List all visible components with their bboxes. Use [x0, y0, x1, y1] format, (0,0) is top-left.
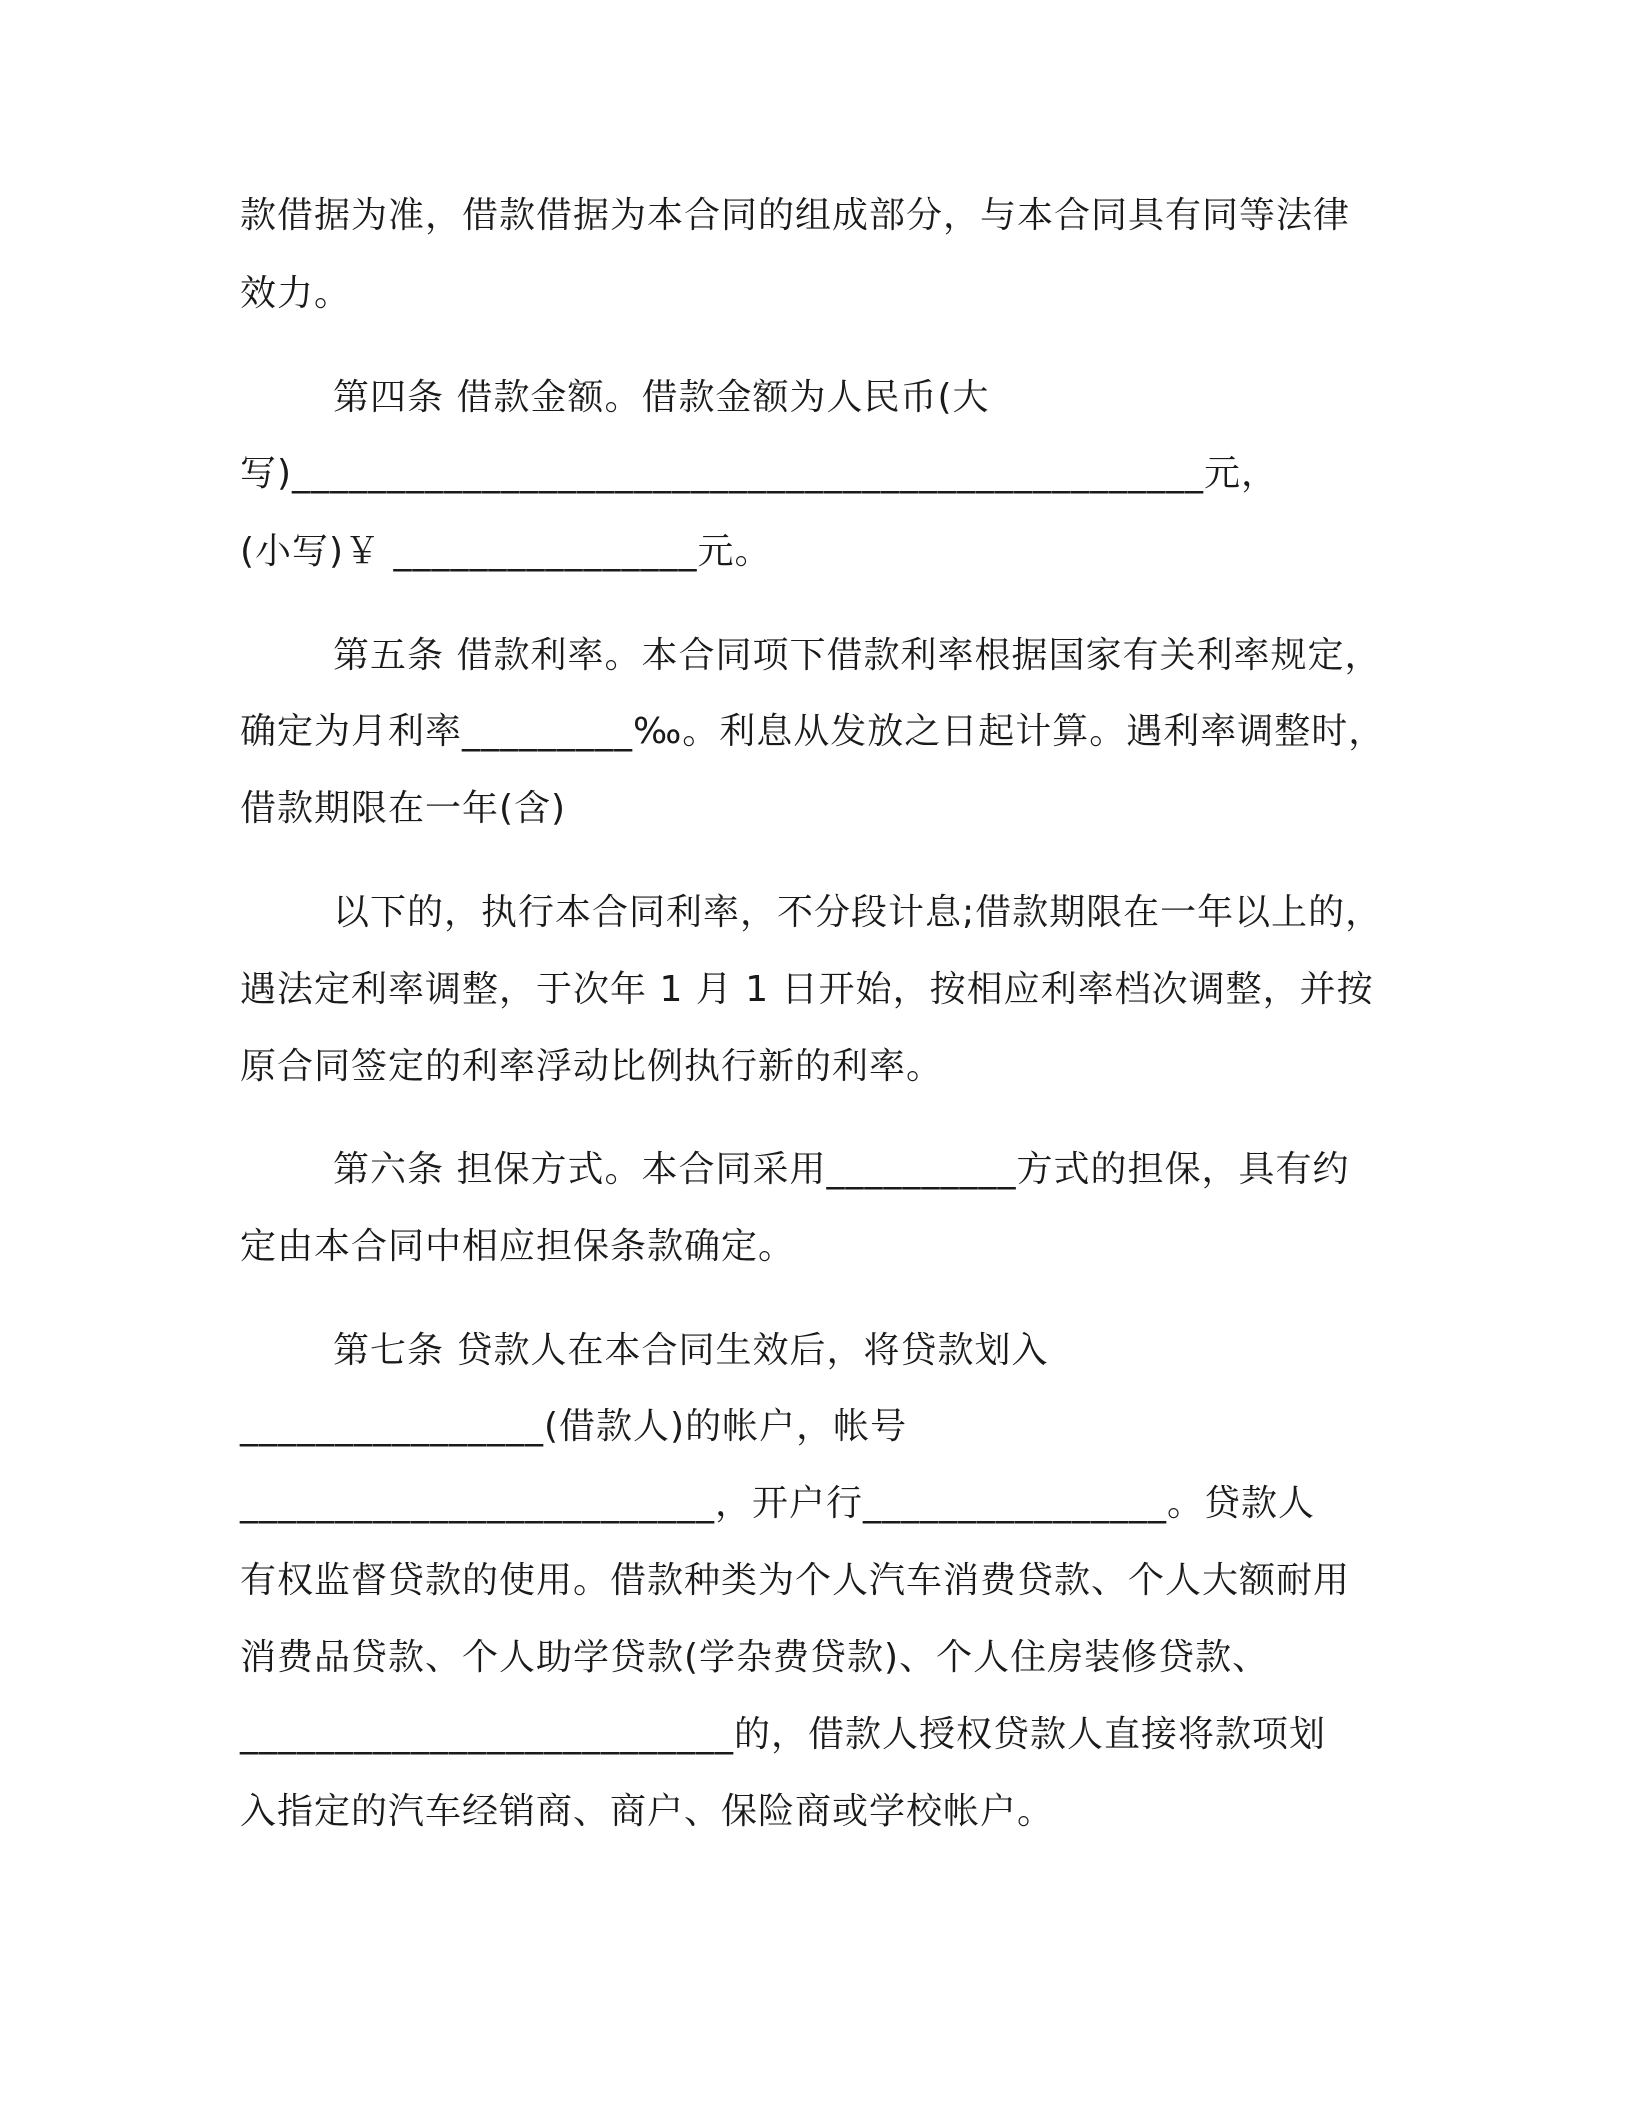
text-line: 有权监督贷款的使用。借款种类为个人汽车消费贷款、个人大额耐用: [240, 1560, 1351, 1601]
text-line: _________________________，开户行________________。贷款人: [240, 1483, 1316, 1524]
article-4-heading: 第四条 借款金额。借款金额为人民币(大: [333, 377, 990, 418]
article-6-heading: 第六条 担保方式。本合同采用__________方式的担保，具有约: [333, 1149, 1350, 1190]
text-line: (小写)￥ ________________元。: [240, 531, 772, 572]
text-line: 确定为月利率_________‰。利息从发放之日起计算。遇利率调整时，: [240, 711, 1386, 752]
text-line: ________________(借款人)的帐户，帐号: [240, 1406, 908, 1447]
text-line: 款借据为准，借款借据为本合同的组成部分，与本合同具有同等法律: [240, 195, 1351, 236]
text-line: 定由本合同中相应担保条款确定。: [240, 1226, 796, 1267]
text-line: 遇法定利率调整，于次年 1 月 1 日开始，按相应利率档次调整，并按: [240, 969, 1374, 1010]
article-7-heading: 第七条 贷款人在本合同生效后，将贷款划入: [333, 1330, 1049, 1371]
text-line: 消费品贷款、个人助学贷款(学杂费贷款)、个人住房装修贷款、: [240, 1637, 1270, 1678]
paragraph-line: 以下的，执行本合同利率，不分段计息;借款期限在一年以上的，: [333, 892, 1383, 933]
text-line: 借款期限在一年(含): [240, 788, 567, 829]
text-line: __________________________的，借款人授权贷款人直接将款项划: [240, 1714, 1327, 1755]
text-line: 效力。: [240, 273, 352, 314]
article-5-heading: 第五条 借款利率。本合同项下借款利率根据国家有关利率规定，: [333, 635, 1382, 676]
text-line: 写)________________________________________________元，: [240, 453, 1279, 494]
text-line: 入指定的汽车经销商、商户、保险商或学校帐户。: [240, 1791, 1055, 1832]
text-line: 原合同签定的利率浮动比例执行新的利率。: [240, 1046, 944, 1087]
